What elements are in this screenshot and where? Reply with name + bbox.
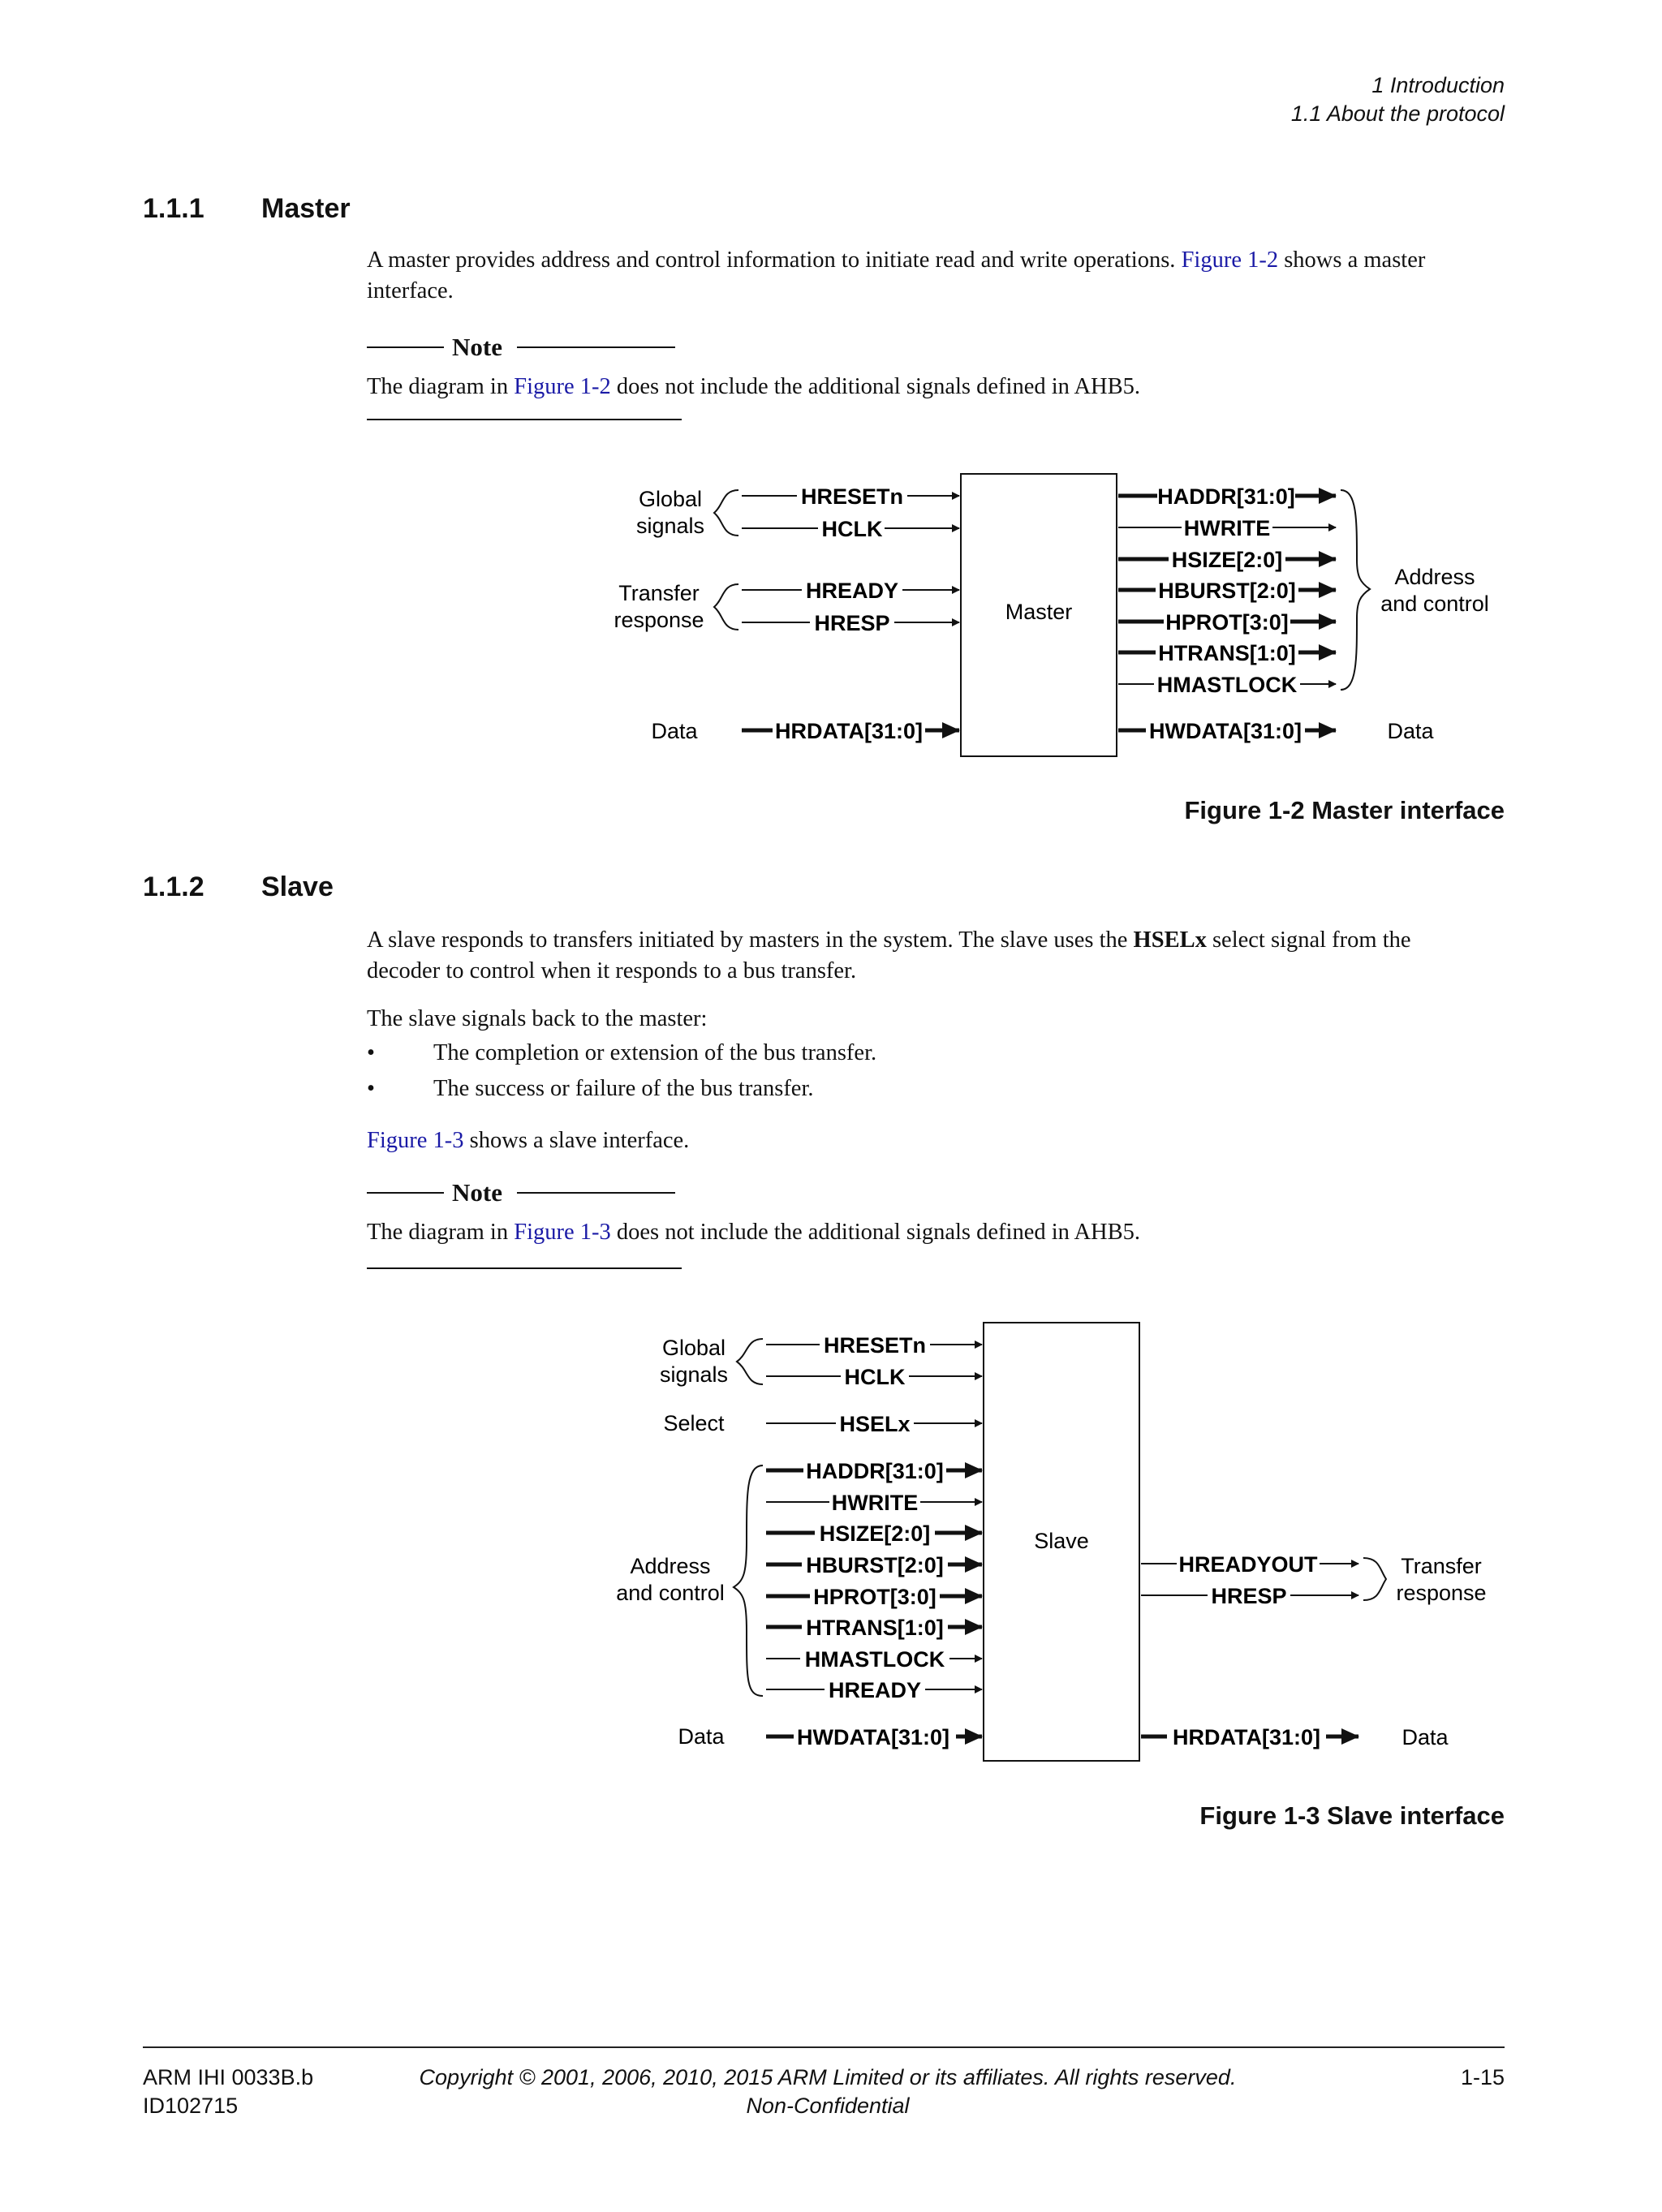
note-rule-right [517,1192,675,1194]
slave-paragraph: A slave responds to transfers initiated by masters in the system. The slave uses the HSELx select signal from the decoder to control when it responds to a bus transfer. [367,927,1411,983]
group-label-address: Address [630,1554,711,1578]
slave-paragraph: Figure 1-3 shows a slave interface. [367,1128,690,1153]
group-label-transfer: Transfer [618,581,700,605]
group-label-data: Data [651,719,698,743]
header-section: 1.1 About the protocol [1290,101,1505,126]
footer-copyright-block [398,2064,1258,2120]
signal-label: HRESP [1211,1584,1287,1608]
signal-label: HWDATA[31:0] [797,1725,949,1749]
group-label-address: and control [616,1581,725,1605]
footer-doc-info [143,2064,313,2120]
slave-paragraph: The slave signals back to the master: [367,1006,708,1031]
signal-label: HWDATA[31:0] [1149,719,1302,743]
signal-label: HSIZE[2:0] [1171,548,1283,572]
group-label-global: Global [638,487,703,511]
figure-link[interactable]: Figure 1-3 [367,1128,464,1153]
group-label-transfer: response [614,608,704,632]
signal-label: HPROT[3:0] [813,1585,936,1609]
section-title: Slave [261,871,334,902]
figure-link[interactable]: Figure 1-3 [514,1220,611,1245]
group-label-address: and control [1380,592,1489,616]
note-heading: Note [367,333,675,362]
signal-label: HADDR[31:0] [806,1459,944,1483]
brace [1363,1558,1386,1600]
section-title: Master [261,193,351,224]
figure-caption: Figure 1-2 Master interface [1184,796,1505,824]
figure-link[interactable]: Figure 1-2 [1181,247,1279,273]
signal-label: HSIZE[2:0] [819,1521,931,1546]
signal-label: HWRITE [1183,516,1271,540]
group-label-data: Data [678,1724,725,1749]
bullet-marker: • [367,1040,375,1065]
brace [734,1465,763,1696]
section-number: 1.1.1 [143,193,205,224]
signal-label: HRDATA[31:0] [775,719,923,743]
master-block-label: Master [1005,600,1073,624]
footer-confidentiality: Non-Confidential [746,2094,910,2118]
section-number: 1.1.2 [143,871,205,902]
brace [714,584,738,630]
list-item: The completion or extension of the bus transfer. [433,1040,877,1065]
group-label-data: Data [1402,1725,1449,1749]
slave-interface-diagram [0,1298,1662,1785]
group-label-global: signals [635,514,705,538]
signal-label: HBURST[2:0] [806,1553,944,1577]
signal-label: HBURST[2:0] [1158,579,1296,603]
signal-label: HRESP [814,611,890,635]
signal-label: HTRANS[1:0] [806,1616,944,1640]
signal-label: HREADY [805,579,899,603]
master-interface-diagram [0,0,1662,811]
note-heading: Note [367,1178,675,1207]
note-text: The diagram in Figure 1-3 does not include the additional signals defined in AHB5. [367,1220,1140,1245]
signal-label: HMASTLOCK [804,1647,945,1672]
footer-doc-id: ARM IHI 0033B.b [143,2065,314,2089]
signal-label: HCLK [844,1365,906,1389]
signal-label: HREADY [828,1678,922,1702]
master-paragraph: A master provides address and control information to initiate read and write operations. Figure 1-2 shows a master interface. [367,247,1426,303]
footer-doc-rev: ID102715 [143,2094,239,2118]
group-label-data: Data [1387,719,1434,743]
signal-label: HTRANS[1:0] [1158,641,1296,665]
signal-label: HSELx [839,1412,911,1436]
group-label-address: Address [1394,565,1475,589]
note-rule-left [367,1192,444,1194]
note-text: The diagram in Figure 1-2 does not include the additional signals defined in AHB5. [367,374,1140,399]
figure-link[interactable]: Figure 1-2 [514,374,611,399]
signal-label: HREADYOUT [1178,1552,1318,1577]
brace [1341,490,1370,690]
brace [714,490,738,536]
slave-block-label: Slave [1034,1529,1089,1553]
header-chapter: 1 Introduction [1371,73,1505,97]
group-label-transfer: Transfer [1401,1554,1482,1578]
signal-label: HRDATA[31:0] [1173,1725,1320,1749]
signal-label: HRESETn [800,484,904,509]
signal-label: HWRITE [831,1491,919,1515]
figure-caption: Figure 1-3 Slave interface [1199,1801,1505,1830]
signal-label: HPROT[3:0] [1165,610,1289,635]
signal-label: HADDR[31:0] [1157,484,1295,509]
brace [737,1339,763,1384]
group-label-transfer: response [1396,1581,1487,1605]
list-item: The success or failure of the bus transfer. [433,1076,814,1101]
signal-label: HMASTLOCK [1156,673,1298,697]
signal-label: HRESETn [823,1333,927,1358]
bullet-marker: • [367,1076,375,1101]
group-label-select: Select [663,1411,725,1435]
footer-rule [143,2046,1505,2048]
group-label-global: signals [659,1362,729,1387]
page-number: 1-15 [1460,2065,1505,2089]
note-rule-bottom [367,1267,682,1269]
group-label-global: Global [661,1336,726,1360]
signal-label: HCLK [821,517,883,541]
footer-copyright: Copyright © 2001, 2006, 2010, 2015 ARM Limited or its affiliates. All rights reserved. [419,2065,1237,2089]
